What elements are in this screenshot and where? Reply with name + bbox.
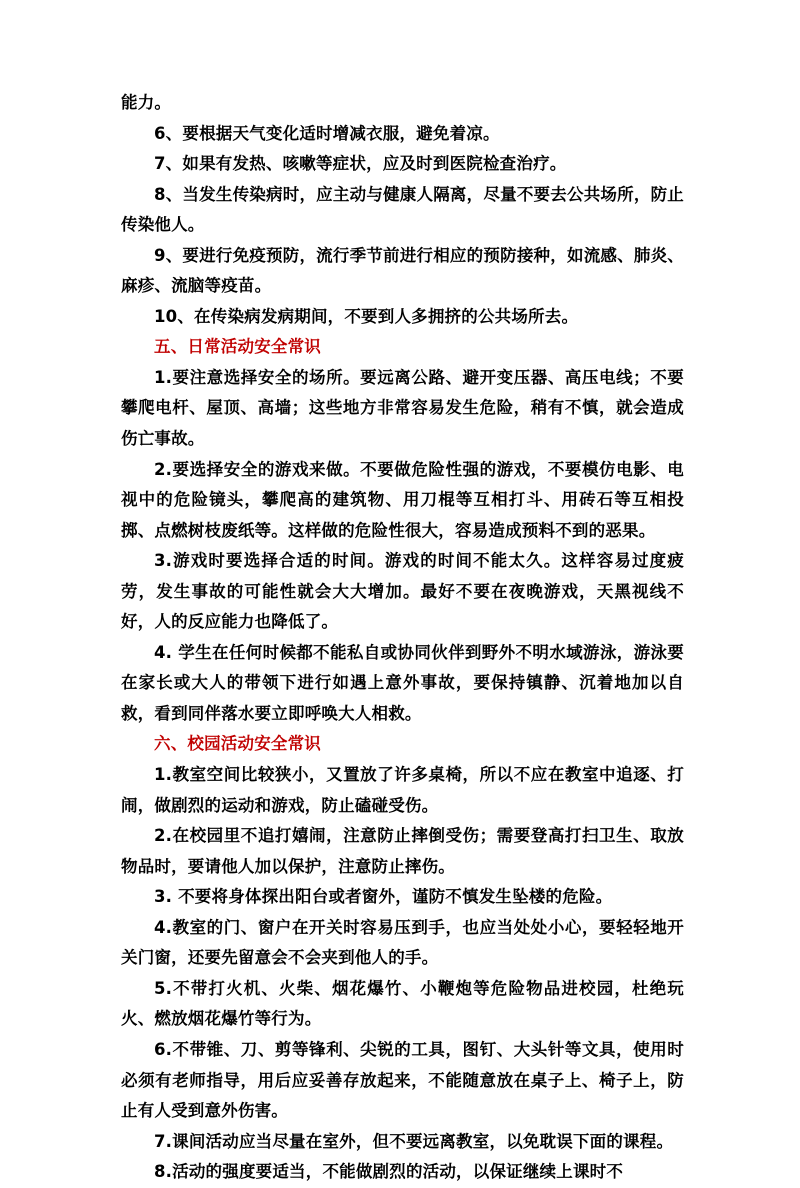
section5-item-3: 3.游戏时要选择合适的时间。游戏的时间不能太久。这样容易过度疲劳，发生事故的可能性就会大大增加。最好不要在夜晚游戏，天黑视线不好，人的反应能力也降低了。 xyxy=(121,551,684,632)
paragraph-item-6: 6、要根据天气变化适时增减衣服，避免着凉。 xyxy=(154,123,500,143)
section6-item-4: 4.教室的门、窗户在开关时容易压到手，也应当处处小心，要轻轻地开关门窗，还要先留意会不会夹到他人的手。 xyxy=(121,917,684,968)
section-heading-daily-activity-safety: 五、日常活动安全常识 xyxy=(154,337,321,357)
section6-item-7: 7.课间活动应当尽量在室外，但不要远离教室，以免耽误下面的课程。 xyxy=(154,1131,674,1151)
paragraph-item-8: 8、当发生传染病时，应主动与健康人隔离，尽量不要去公共场所，防止传染他人。 xyxy=(121,184,684,235)
section6-item-2: 2.在校园里不追打嬉闹，注意防止摔倒受伤；需要登高打扫卫生、取放物品时，要请他人加以保护，注意防止摔伤。 xyxy=(121,826,684,876)
paragraph-item-9: 9、要进行免疫预防，流行季节前进行相应的预防接种，如流感、肺炎、麻疹、流脑等疫苗。 xyxy=(121,245,684,296)
section6-item-3: 3. 不要将身体探出阳台或者窗外，谨防不慎发生坠楼的危险。 xyxy=(154,887,613,907)
section5-item-2: 2.要选择安全的游戏来做。不要做危险性强的游戏，不要模仿电影、电视中的危险镜头，攀爬高的建筑物、用刀棍等互相打斗、用砖石等互相投掷、点燃树枝废纸等。这样做的危险性很大，容易造成预料不到的恶果。 xyxy=(121,459,684,540)
section6-item-1: 1.教室空间比较狭小，又置放了许多桌椅，所以不应在教室中追逐、打闹，做剧烈的运动和游戏，防止磕碰受伤。 xyxy=(121,765,684,815)
section6-item-6: 6.不带锥、刀、剪等锋利、尖锐的工具，图钉、大头针等文具，使用时必须有老师指导，用后应妥善存放起来，不能随意放在桌子上、椅子上，防止有人受到意外伤害。 xyxy=(121,1039,684,1121)
paragraph-intro-tail: 能力。 xyxy=(121,93,172,112)
document-body xyxy=(121,88,684,1188)
section-heading-campus-activity-safety: 六、校园活动安全常识 xyxy=(154,734,321,754)
section5-item-1: 1.要注意选择安全的场所。要远离公路、避开变压器、高压电线；不要攀爬电杆、屋顶、高墙；这些地方非常容易发生危险，稍有不慎，就会造成伤亡事故。 xyxy=(121,367,684,449)
paragraph-item-7: 7、如果有发热、咳嗽等症状，应及时到医院检查治疗。 xyxy=(154,154,567,174)
paragraph-item-10: 10、在传染病发病期间，不要到人多拥挤的公共场所去。 xyxy=(154,306,579,326)
section6-item-8: 8.活动的强度要适当，不能做剧烈的活动，以保证继续上课时不 xyxy=(154,1162,624,1182)
section6-item-5: 5.不带打火机、火柴、烟花爆竹、小鞭炮等危险物品进校园，杜绝玩火、燃放烟花爆竹等行为。 xyxy=(121,978,684,1029)
section5-item-4: 4. 学生在任何时候都不能私自或协同伙伴到野外不明水域游泳，游泳要在家长或大人的带领下进行如遇上意外事故，要保持镇静、沉着地加以自救，看到同伴落水要立即呼唤大人相救。 xyxy=(121,642,684,723)
